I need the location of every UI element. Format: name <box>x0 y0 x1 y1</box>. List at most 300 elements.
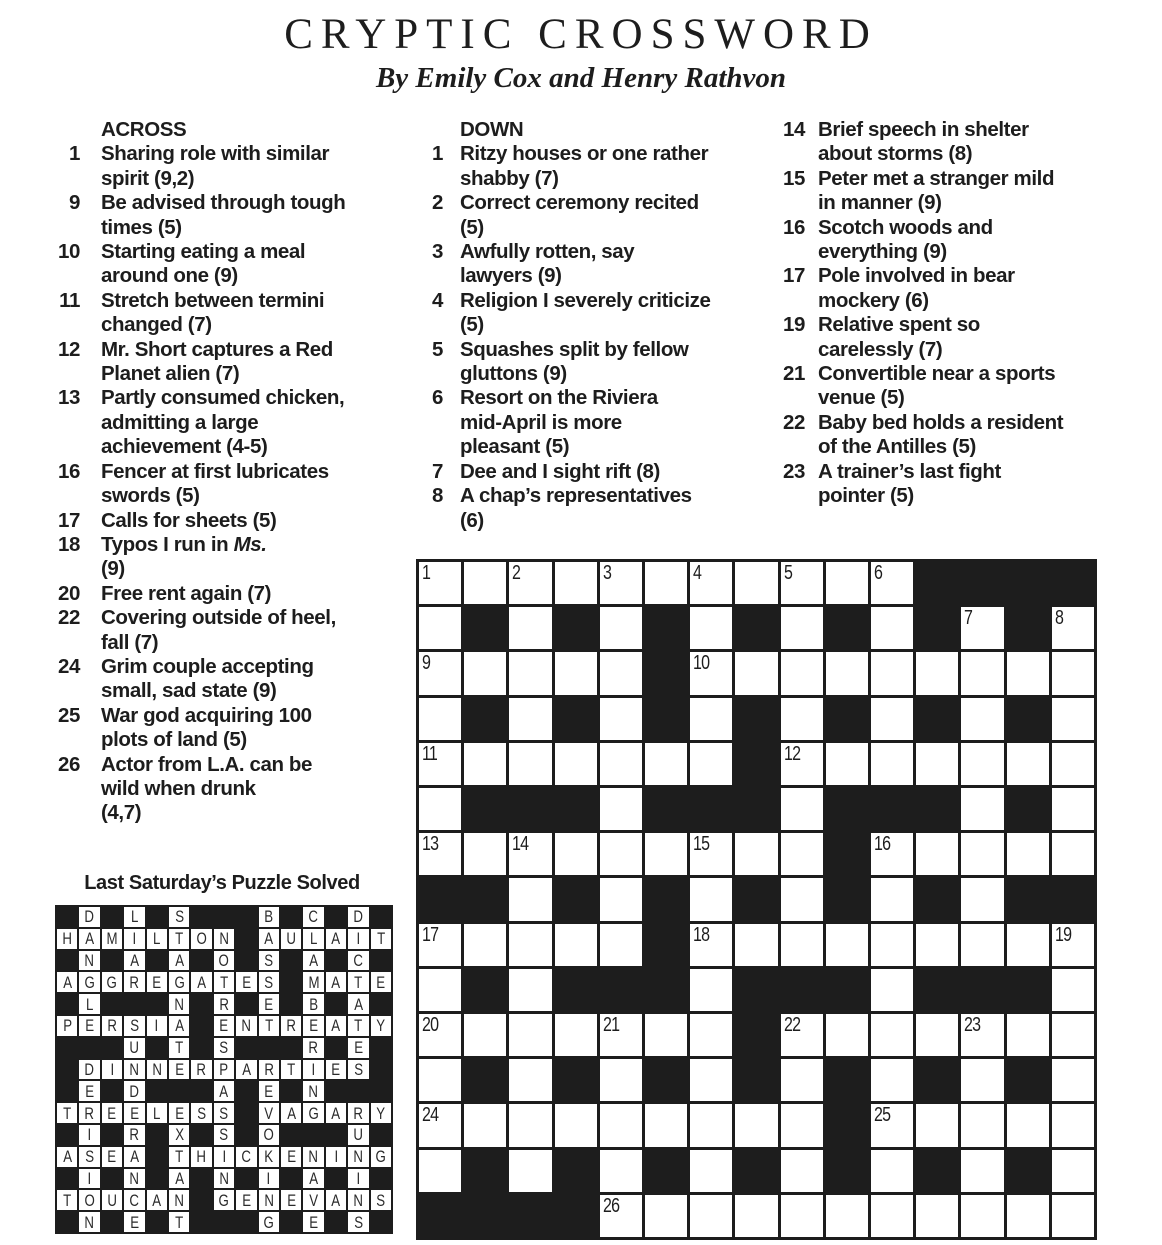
solved-letter: H <box>196 1147 207 1167</box>
grid-cell-number: 18 <box>693 923 710 946</box>
grid-cell[interactable] <box>781 1014 823 1056</box>
grid-cell[interactable] <box>781 562 823 604</box>
solved-cell <box>348 1103 368 1123</box>
grid-cell[interactable] <box>826 562 868 604</box>
solved-cell <box>214 1190 234 1210</box>
grid-cell[interactable] <box>1007 1014 1049 1056</box>
solved-cell-black <box>371 994 391 1014</box>
solved-letter: T <box>287 1059 296 1079</box>
grid-cell[interactable] <box>690 652 732 694</box>
grid-cell[interactable] <box>464 652 506 694</box>
solved-cell <box>281 1190 301 1210</box>
clue-text: Starting eating a meal around one (9) <box>101 240 306 288</box>
grid-cell[interactable] <box>600 562 642 604</box>
solved-letter: N <box>129 1168 140 1188</box>
grid-cell[interactable] <box>781 833 823 875</box>
grid-cell[interactable] <box>1007 1195 1049 1237</box>
grid-cell[interactable] <box>419 833 461 875</box>
page-byline: By Emily Cox and Henry Rathvon <box>375 62 787 94</box>
grid-cell[interactable] <box>464 743 506 785</box>
clue-item <box>735 313 1130 362</box>
grid-cell[interactable] <box>871 1014 913 1056</box>
solved-letter: E <box>309 1016 319 1036</box>
grid-cell[interactable] <box>509 924 551 966</box>
grid-cell[interactable] <box>1052 1104 1094 1146</box>
grid-cell[interactable] <box>464 924 506 966</box>
grid-cell[interactable] <box>1007 924 1049 966</box>
grid-cell[interactable] <box>1052 1014 1094 1056</box>
grid-cell[interactable] <box>690 1104 732 1146</box>
clue-number: 26 <box>57 752 80 776</box>
solved-letter: N <box>84 950 95 970</box>
grid-cell[interactable] <box>600 924 642 966</box>
grid-cell[interactable] <box>600 1059 642 1101</box>
grid-cell[interactable] <box>600 788 642 830</box>
grid-cell[interactable] <box>555 1014 597 1056</box>
solved-cell <box>303 907 323 927</box>
grid-cell[interactable] <box>690 1014 732 1056</box>
solved-cell <box>191 1060 211 1080</box>
solved-letter: R <box>353 1103 364 1123</box>
grid-cell[interactable] <box>871 607 913 649</box>
grid-cell[interactable] <box>645 1104 687 1146</box>
solved-cell <box>326 972 346 992</box>
solved-letter: O <box>218 950 230 970</box>
grid-cell-black <box>916 878 958 920</box>
grid-cell[interactable] <box>961 607 1003 649</box>
grid-cell[interactable] <box>961 1150 1003 1192</box>
grid-cell[interactable] <box>871 969 913 1011</box>
grid-cell[interactable] <box>419 1014 461 1056</box>
solved-cell-black <box>57 1060 77 1080</box>
grid-cell-black <box>555 698 597 740</box>
grid-cell[interactable] <box>826 1195 868 1237</box>
grid-cell[interactable] <box>600 607 642 649</box>
solved-cell-black <box>147 907 167 927</box>
solved-letter: E <box>174 1103 184 1123</box>
grid-cell[interactable] <box>1052 607 1094 649</box>
grid-cell[interactable] <box>961 1059 1003 1101</box>
solved-cell-black <box>57 1081 77 1101</box>
solved-letter: E <box>129 1212 139 1232</box>
clue-number: 6 <box>431 386 443 410</box>
solved-cell <box>259 1147 279 1167</box>
grid-cell-black <box>826 833 868 875</box>
solved-cell <box>124 1212 144 1232</box>
clue-item <box>40 753 410 826</box>
clue-text: Peter met a stranger mild in manner (9) <box>818 166 1055 215</box>
solved-cell-black <box>147 1212 167 1232</box>
solved-letter: N <box>174 1190 184 1210</box>
clue-text: Dee and I sight rift (8) <box>460 459 660 483</box>
grid-cell[interactable] <box>781 788 823 830</box>
solved-letter: D <box>129 1081 140 1101</box>
clue-item <box>735 167 1130 216</box>
solved-cell <box>169 1190 189 1210</box>
grid-cell[interactable] <box>781 1195 823 1237</box>
grid-cell[interactable] <box>916 924 958 966</box>
grid-cell[interactable] <box>509 1150 551 1192</box>
grid-cell[interactable] <box>1007 743 1049 785</box>
grid-cell[interactable] <box>735 1195 777 1237</box>
solved-cell <box>281 1060 301 1080</box>
clue-number: 19 <box>782 313 805 337</box>
grid-cell[interactable] <box>690 607 732 649</box>
clue-item <box>400 142 760 191</box>
clue-item <box>40 704 410 753</box>
grid-cell[interactable] <box>781 1059 823 1101</box>
grid-cell[interactable] <box>600 743 642 785</box>
grid-cell-number: 13 <box>422 833 439 856</box>
solved-letter: I <box>222 1147 226 1167</box>
grid-cell[interactable] <box>871 698 913 740</box>
grid-cell[interactable] <box>464 562 506 604</box>
grid-cell[interactable] <box>600 1014 642 1056</box>
grid-cell[interactable] <box>509 969 551 1011</box>
clue-number: 12 <box>57 337 80 361</box>
solved-cell <box>214 1081 234 1101</box>
grid-cell[interactable] <box>961 1195 1003 1237</box>
grid-cell[interactable] <box>1052 833 1094 875</box>
solved-letter: D <box>84 907 95 927</box>
grid-cell[interactable] <box>1052 1059 1094 1101</box>
clue-number: 13 <box>57 386 80 410</box>
grid-cell[interactable] <box>916 1104 958 1146</box>
solved-cell <box>348 1169 368 1189</box>
grid-cell[interactable] <box>464 1014 506 1056</box>
grid-cell[interactable] <box>916 743 958 785</box>
clue-item <box>735 118 1130 167</box>
grid-cell-number: 7 <box>964 607 973 630</box>
grid-cell[interactable] <box>419 607 461 649</box>
grid-cell-black <box>916 698 958 740</box>
solved-letter: P <box>219 1059 229 1079</box>
grid-cell[interactable] <box>961 698 1003 740</box>
grid-cell[interactable] <box>1007 1104 1049 1146</box>
solved-cell <box>214 1147 234 1167</box>
grid-cell[interactable] <box>1052 743 1094 785</box>
grid-cell[interactable] <box>419 652 461 694</box>
grid-cell[interactable] <box>690 924 732 966</box>
solved-cell <box>57 972 77 992</box>
grid-cell[interactable] <box>781 924 823 966</box>
solved-cell-black <box>236 1103 256 1123</box>
grid-cell[interactable] <box>871 652 913 694</box>
solved-letter: T <box>175 1147 184 1167</box>
grid-cell[interactable] <box>826 1014 868 1056</box>
grid-cell[interactable] <box>419 1059 461 1101</box>
grid-cell[interactable] <box>961 1014 1003 1056</box>
solved-letter: A <box>219 1081 229 1101</box>
grid-cell[interactable] <box>509 562 551 604</box>
grid-cell[interactable] <box>871 924 913 966</box>
grid-cell[interactable] <box>509 698 551 740</box>
solved-cell-black <box>191 1016 211 1036</box>
grid-cell[interactable] <box>916 1195 958 1237</box>
grid-cell[interactable] <box>781 652 823 694</box>
grid-cell[interactable] <box>1052 969 1094 1011</box>
solved-cell-black <box>191 1081 211 1101</box>
grid-cell[interactable] <box>600 833 642 875</box>
grid-cell[interactable] <box>645 1014 687 1056</box>
grid-cell[interactable] <box>645 833 687 875</box>
grid-cell[interactable] <box>419 788 461 830</box>
clue-item <box>40 142 410 191</box>
grid-cell[interactable] <box>961 1104 1003 1146</box>
grid-cell[interactable] <box>690 969 732 1011</box>
solved-cell <box>371 972 391 992</box>
solved-letter: S <box>219 1038 229 1058</box>
grid-cell[interactable] <box>961 652 1003 694</box>
grid-cell[interactable] <box>871 833 913 875</box>
solved-cell-black <box>371 1060 391 1080</box>
solved-cell <box>326 1060 346 1080</box>
solved-letter: A <box>331 1103 341 1123</box>
grid-cell[interactable] <box>961 743 1003 785</box>
grid-cell[interactable] <box>871 1150 913 1192</box>
clue-text: Typos I run in Ms. (9) <box>101 532 267 581</box>
solved-cell-black <box>281 951 301 971</box>
solved-cell <box>169 1060 189 1080</box>
grid-cell[interactable] <box>961 924 1003 966</box>
grid-cell-black <box>464 1195 506 1237</box>
grid-cell-black <box>826 1059 868 1101</box>
solved-cell-black <box>102 1081 122 1101</box>
clue-text: Awfully rotten, say lawyers (9) <box>460 240 635 288</box>
grid-cell[interactable] <box>690 743 732 785</box>
grid-cell-black <box>916 1059 958 1101</box>
grid-cell[interactable] <box>961 878 1003 920</box>
grid-cell[interactable] <box>781 607 823 649</box>
grid-cell[interactable] <box>826 652 868 694</box>
grid-cell[interactable] <box>781 1104 823 1146</box>
grid-cell[interactable] <box>645 1195 687 1237</box>
grid-cell[interactable] <box>419 1104 461 1146</box>
solved-cell-black <box>348 1081 368 1101</box>
grid-cell[interactable] <box>961 833 1003 875</box>
grid-cell[interactable] <box>419 743 461 785</box>
grid-cell[interactable] <box>1052 1195 1094 1237</box>
grid-cell[interactable] <box>735 652 777 694</box>
solved-cell <box>348 994 368 1014</box>
grid-cell[interactable] <box>735 924 777 966</box>
grid-cell[interactable] <box>645 743 687 785</box>
grid-cell[interactable] <box>645 562 687 604</box>
grid-cell[interactable] <box>690 562 732 604</box>
solved-letter: S <box>197 1103 207 1123</box>
solved-letter: V <box>264 1103 274 1123</box>
solved-letter: S <box>353 1212 363 1232</box>
grid-cell[interactable] <box>826 924 868 966</box>
solved-letter: T <box>354 972 363 992</box>
grid-cell-black <box>735 878 777 920</box>
solved-cell-black <box>124 994 144 1014</box>
grid-cell[interactable] <box>600 698 642 740</box>
grid-cell[interactable] <box>1052 1150 1094 1192</box>
grid-cell-number: 23 <box>964 1014 981 1036</box>
grid-cell[interactable] <box>600 878 642 920</box>
grid-cell[interactable] <box>464 833 506 875</box>
solved-cell <box>102 1103 122 1123</box>
grid-cell[interactable] <box>555 924 597 966</box>
solved-cell <box>124 1169 144 1189</box>
grid-cell[interactable] <box>690 698 732 740</box>
solved-cell <box>214 1038 234 1058</box>
solved-cell <box>326 1147 346 1167</box>
grid-cell[interactable] <box>871 878 913 920</box>
solved-letter: T <box>354 1016 363 1036</box>
solved-letter: P <box>62 1016 72 1036</box>
grid-cell[interactable] <box>1052 788 1094 830</box>
solved-cell <box>124 1190 144 1210</box>
solved-letter: G <box>84 972 95 992</box>
grid-cell[interactable] <box>509 1059 551 1101</box>
grid-cell[interactable] <box>509 1104 551 1146</box>
solved-cell <box>79 951 99 971</box>
clue-number: 9 <box>68 191 80 215</box>
solved-cell-black <box>147 1147 167 1167</box>
grid-cell[interactable] <box>555 652 597 694</box>
grid-cell-black <box>735 969 777 1011</box>
grid-cell-number: 26 <box>602 1194 619 1217</box>
grid-cell[interactable] <box>419 924 461 966</box>
grid-cell[interactable] <box>871 1059 913 1101</box>
grid-cell[interactable] <box>464 1104 506 1146</box>
solved-cell <box>303 929 323 949</box>
grid-cell-black <box>555 788 597 830</box>
solved-cell-black <box>79 1038 99 1058</box>
grid-cell-black <box>961 562 1003 604</box>
grid-cell[interactable] <box>781 878 823 920</box>
solved-cell <box>169 1147 189 1167</box>
down-clue-list-2 <box>735 118 1130 509</box>
solved-cell <box>303 1190 323 1210</box>
grid-cell[interactable] <box>781 743 823 785</box>
grid-cell[interactable] <box>871 743 913 785</box>
grid-cell[interactable] <box>916 1014 958 1056</box>
grid-cell[interactable] <box>735 833 777 875</box>
grid-cell[interactable] <box>419 562 461 604</box>
grid-cell[interactable] <box>690 833 732 875</box>
grid-cell[interactable] <box>600 1195 642 1237</box>
grid-cell[interactable] <box>781 1150 823 1192</box>
solved-cell <box>79 1016 99 1036</box>
grid-cell[interactable] <box>555 743 597 785</box>
grid-cell[interactable] <box>1007 833 1049 875</box>
grid-cell[interactable] <box>871 1195 913 1237</box>
grid-cell[interactable] <box>735 1104 777 1146</box>
grid-cell[interactable] <box>871 1104 913 1146</box>
clue-item <box>40 191 410 240</box>
solved-letter: K <box>264 1147 274 1167</box>
solved-cell <box>281 1103 301 1123</box>
grid-cell[interactable] <box>555 1104 597 1146</box>
grid-cell[interactable] <box>600 1150 642 1192</box>
solved-cell <box>57 929 77 949</box>
grid-cell-black <box>509 788 551 830</box>
grid-cell[interactable] <box>916 652 958 694</box>
solved-letter: T <box>264 1016 273 1036</box>
grid-cell[interactable] <box>690 1059 732 1101</box>
grid-cell[interactable] <box>781 698 823 740</box>
grid-cell[interactable] <box>509 833 551 875</box>
clue-number: 1 <box>68 142 80 166</box>
solved-letter: N <box>353 1190 364 1210</box>
clue-item <box>400 289 760 338</box>
solved-cell-black <box>326 1125 346 1145</box>
solved-cell <box>303 994 323 1014</box>
grid-cell[interactable] <box>826 743 868 785</box>
solved-cell <box>281 1016 301 1036</box>
solved-letter: A <box>62 1147 72 1167</box>
solved-letter: C <box>129 1190 140 1210</box>
grid-cell[interactable] <box>690 1195 732 1237</box>
grid-cell[interactable] <box>735 562 777 604</box>
grid-cell-black <box>600 969 642 1011</box>
grid-cell[interactable] <box>555 562 597 604</box>
clue-number: 18 <box>57 532 80 556</box>
solved-cell <box>259 907 279 927</box>
grid-cell[interactable] <box>509 1014 551 1056</box>
solved-cell-black <box>147 994 167 1014</box>
solved-letter: Y <box>376 1016 386 1036</box>
solved-cell <box>326 929 346 949</box>
solved-letter: N <box>308 1147 319 1167</box>
solved-cell <box>259 1060 279 1080</box>
grid-cell[interactable] <box>1052 924 1094 966</box>
solved-letter: R <box>129 1125 140 1145</box>
solved-cell-black <box>281 972 301 992</box>
solved-cell <box>79 1212 99 1232</box>
grid-cell[interactable] <box>509 878 551 920</box>
grid-cell[interactable] <box>419 969 461 1011</box>
grid-cell[interactable] <box>690 1150 732 1192</box>
grid-cell[interactable] <box>600 1104 642 1146</box>
solved-letter: R <box>84 1103 95 1123</box>
grid-cell-black <box>464 878 506 920</box>
grid-cell[interactable] <box>690 878 732 920</box>
grid-cell[interactable] <box>916 833 958 875</box>
grid-cell[interactable] <box>1052 698 1094 740</box>
grid-cell[interactable] <box>1007 652 1049 694</box>
grid-cell[interactable] <box>509 607 551 649</box>
solved-cell <box>303 1081 323 1101</box>
solved-cell <box>57 1147 77 1167</box>
solved-letter: A <box>241 1059 251 1079</box>
solved-letter: U <box>107 1190 117 1210</box>
solved-letter: I <box>334 1147 338 1167</box>
clue-text: Free rent again (7) <box>101 581 272 605</box>
clue-item <box>40 289 410 338</box>
grid-cell[interactable] <box>419 1150 461 1192</box>
grid-cell-black <box>464 1059 506 1101</box>
grid-cell[interactable] <box>961 788 1003 830</box>
grid-cell-black <box>1007 969 1049 1011</box>
grid-cell[interactable] <box>509 652 551 694</box>
grid-cell[interactable] <box>555 833 597 875</box>
grid-cell[interactable] <box>509 743 551 785</box>
solved-cell <box>214 972 234 992</box>
solved-cell-black <box>371 907 391 927</box>
solved-cell-black <box>281 1212 301 1232</box>
clue-number: 4 <box>431 288 443 312</box>
solved-letter: E <box>286 1147 296 1167</box>
grid-cell[interactable] <box>419 698 461 740</box>
grid-cell[interactable] <box>871 562 913 604</box>
clue-number: 11 <box>59 288 80 312</box>
grid-cell[interactable] <box>1052 652 1094 694</box>
grid-cell[interactable] <box>600 652 642 694</box>
